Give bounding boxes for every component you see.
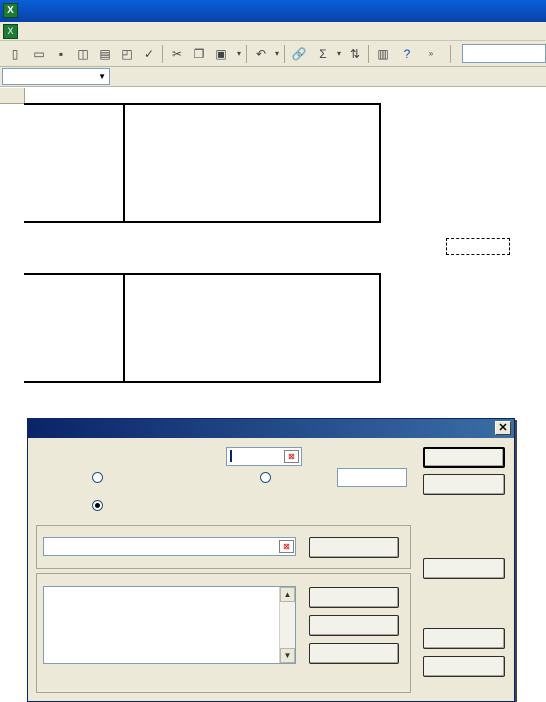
close-button[interactable]: [423, 474, 505, 495]
print-icon[interactable]: ▤: [99, 47, 111, 61]
permission-icon[interactable]: ◫: [77, 47, 89, 61]
save-icon[interactable]: ▪: [58, 47, 64, 61]
undo-dropdown-icon[interactable]: ▾: [274, 49, 279, 58]
toolbar-options-icon[interactable]: »: [428, 49, 434, 58]
hyperlink-icon[interactable]: 🔗: [291, 47, 307, 61]
dialog-title-bar[interactable]: [28, 419, 514, 438]
target-cell-value: [230, 450, 232, 462]
standard-toolbar: [0, 41, 546, 67]
chart-icon[interactable]: ▥: [377, 47, 389, 61]
table-border: [123, 273, 125, 383]
table-border: [379, 273, 381, 383]
solver-dialog: [27, 418, 515, 702]
menu-bar: [0, 22, 546, 41]
max-radio[interactable]: [92, 472, 103, 483]
help-button[interactable]: [423, 656, 505, 677]
excel-icon: X: [3, 3, 18, 18]
reset-button[interactable]: [423, 628, 505, 649]
sum-dropdown-icon[interactable]: ▾: [336, 49, 341, 58]
constraints-list[interactable]: [43, 586, 296, 664]
table-border: [24, 221, 380, 223]
close-icon[interactable]: ✕: [495, 421, 511, 435]
value-radio[interactable]: [260, 472, 271, 483]
solve-button[interactable]: [423, 447, 505, 468]
add-button[interactable]: [309, 587, 399, 608]
select-all-corner[interactable]: [0, 88, 25, 104]
help-icon[interactable]: ?: [403, 47, 411, 61]
cut-icon[interactable]: ✂: [171, 47, 183, 61]
delete-button[interactable]: [309, 643, 399, 664]
paste-icon[interactable]: ▣: [215, 47, 227, 61]
formula-bar: [0, 67, 546, 87]
cell-g8-selected[interactable]: [446, 238, 510, 255]
workbook-icon[interactable]: X: [3, 24, 18, 39]
toolbar-separator: [368, 45, 369, 63]
paste-dropdown-icon[interactable]: ▾: [236, 49, 241, 58]
table-border: [379, 103, 381, 223]
constraints-scrollbar[interactable]: [279, 587, 295, 663]
value-input[interactable]: [337, 468, 407, 487]
guess-button[interactable]: [309, 537, 399, 558]
scroll-up-icon[interactable]: ▲: [280, 587, 295, 602]
spelling-icon[interactable]: ✓: [143, 47, 155, 61]
toolbar-separator: [246, 45, 247, 63]
table-border: [123, 103, 125, 223]
chevron-down-icon[interactable]: ▼: [98, 72, 106, 81]
sort-icon[interactable]: ⇅: [349, 47, 361, 61]
toolbar-separator: [284, 45, 285, 63]
table-border: [24, 381, 380, 383]
sum-icon[interactable]: Σ: [319, 47, 327, 61]
collapse-dialog-icon[interactable]: ⊠: [284, 450, 299, 463]
table-border: [24, 273, 380, 275]
window-title-bar[interactable]: [0, 0, 546, 22]
new-icon[interactable]: ▯: [11, 47, 19, 61]
copy-icon[interactable]: ❐: [193, 47, 205, 61]
options-button[interactable]: [423, 558, 505, 579]
toolbar-separator: [450, 45, 451, 63]
font-name-box[interactable]: [462, 44, 546, 63]
collapse-dialog-icon[interactable]: ⊠: [279, 540, 294, 553]
print-preview-icon[interactable]: ◰: [121, 47, 133, 61]
toolbar-separator: [162, 45, 163, 63]
name-box[interactable]: [2, 68, 110, 85]
change-button[interactable]: [309, 615, 399, 636]
changing-cells-input[interactable]: [43, 537, 296, 556]
undo-icon[interactable]: ↶: [255, 47, 267, 61]
min-radio[interactable]: [92, 500, 103, 511]
scroll-down-icon[interactable]: ▼: [280, 648, 295, 663]
open-icon[interactable]: ▭: [33, 47, 45, 61]
table-border: [24, 103, 380, 105]
